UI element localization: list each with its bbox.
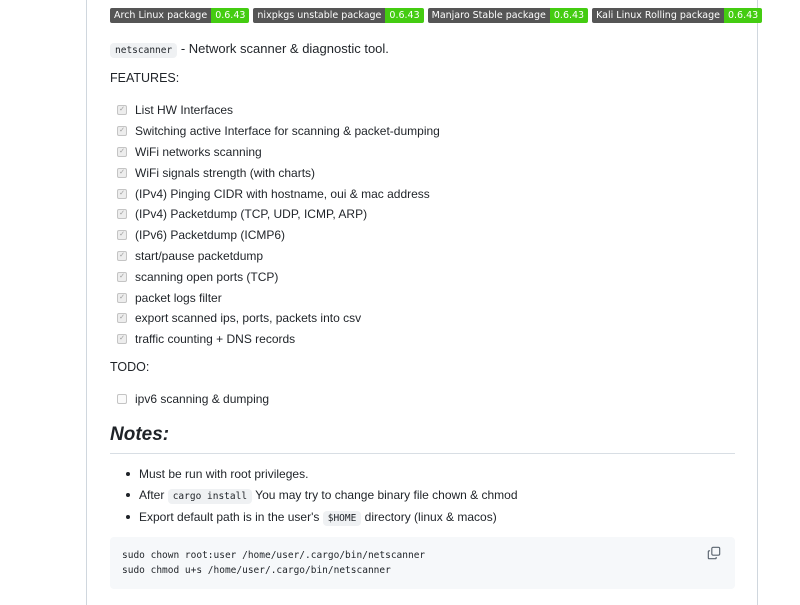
- note-text: [139, 488, 518, 502]
- intro-text: - Network scanner & diagnostic tool.: [177, 41, 389, 56]
- badge-label: Arch Linux package: [110, 8, 211, 23]
- badge-nixpkgs[interactable]: [253, 8, 423, 23]
- notes-heading: Notes:: [110, 424, 735, 454]
- task-label: scanning open ports (TCP): [135, 269, 279, 284]
- checkbox-icon: ✓: [117, 334, 127, 344]
- note-text: [139, 510, 497, 524]
- task-label: WiFi signals strength (with charts): [135, 165, 316, 180]
- checkbox-icon: ✓: [117, 189, 127, 199]
- task-label: (IPv4) Packetdump (TCP, UDP, ICMP, ARP): [135, 207, 368, 222]
- badge-version: 0.6.43: [385, 8, 423, 23]
- note-text-part: directory (linux & macos): [361, 509, 497, 524]
- intro-line: [110, 40, 389, 60]
- checkbox-icon: ✓: [117, 313, 127, 323]
- badge-kali-linux[interactable]: [592, 8, 762, 23]
- copy-icon[interactable]: [707, 546, 721, 560]
- task-label: ipv6 scanning & dumping: [135, 392, 270, 407]
- task-label: WiFi networks scanning: [135, 144, 262, 159]
- list-item: [117, 225, 440, 246]
- badge-version: 0.6.43: [211, 8, 249, 23]
- bullet-icon: [126, 493, 130, 497]
- task-label: List HW Interfaces: [135, 103, 234, 118]
- checkbox-icon: ✓: [117, 251, 127, 261]
- list-item: [117, 142, 440, 163]
- list-item: [117, 246, 440, 267]
- todo-list: [117, 389, 269, 410]
- list-item: [117, 204, 440, 225]
- notes-list: [126, 463, 518, 528]
- checkbox-icon: ✓: [117, 168, 127, 178]
- checkbox-icon: ✓: [117, 230, 127, 240]
- checkbox-icon: ✓: [117, 293, 127, 303]
- checkbox-icon: [117, 394, 127, 404]
- task-label: start/pause packetdump: [135, 248, 264, 263]
- features-heading: FEATURES:: [110, 71, 180, 85]
- code-text[interactable]: [122, 548, 425, 578]
- list-item: [117, 389, 269, 410]
- list-item: [117, 329, 440, 350]
- list-item: [117, 308, 440, 329]
- checkbox-icon: ✓: [117, 147, 127, 157]
- content-border-right: [757, 0, 758, 605]
- list-item: [117, 121, 440, 142]
- badge-label: nixpkgs unstable package: [253, 8, 385, 23]
- badge-label: Manjaro Stable package: [428, 8, 550, 23]
- badge-version: 0.6.43: [724, 8, 762, 23]
- project-name-code: netscanner: [110, 43, 177, 58]
- task-label: packet logs filter: [135, 290, 222, 305]
- checkbox-icon: ✓: [117, 126, 127, 136]
- content-border-left: [86, 0, 87, 605]
- task-label: (IPv4) Pinging CIDR with hostname, oui & mac address: [135, 186, 430, 201]
- badge-version: 0.6.43: [550, 8, 588, 23]
- list-item: [126, 485, 518, 507]
- bullet-icon: [126, 472, 130, 476]
- package-badges: [110, 8, 762, 23]
- list-item: [117, 266, 440, 287]
- note-text-part: After: [139, 488, 168, 503]
- todo-heading: TODO:: [110, 360, 150, 374]
- features-list: [117, 100, 440, 350]
- list-item: [126, 463, 518, 485]
- copy-icon-svg: [707, 546, 721, 560]
- note-text-part: You may try to change binary file chown & chmod: [252, 488, 518, 503]
- list-item: [126, 506, 518, 528]
- list-item: [117, 100, 440, 121]
- code-line: sudo chown root:user /home/user/.cargo/bin/netscanner: [122, 550, 426, 561]
- checkbox-icon: ✓: [117, 105, 127, 115]
- checkbox-icon: ✓: [117, 209, 127, 219]
- badge-label: Kali Linux Rolling package: [592, 8, 724, 23]
- code-line: sudo chmod u+s /home/user/.cargo/bin/netscanner: [122, 565, 391, 576]
- note-text-part: Export default path is in the user's: [139, 509, 323, 524]
- task-label: export scanned ips, ports, packets into csv: [135, 311, 362, 326]
- list-item: [117, 162, 440, 183]
- list-item: [117, 183, 440, 204]
- inline-code: $HOME: [323, 511, 362, 526]
- list-item: [117, 287, 440, 308]
- task-label: traffic counting + DNS records: [135, 332, 296, 347]
- note-text: Must be run with root privileges.: [139, 466, 309, 481]
- task-label: Switching active Interface for scanning & packet-dumping: [135, 124, 440, 139]
- code-block: [110, 537, 735, 589]
- inline-code: cargo install: [168, 489, 252, 504]
- badge-manjaro[interactable]: [428, 8, 588, 23]
- task-label: (IPv6) Packetdump (ICMP6): [135, 228, 286, 243]
- bullet-icon: [126, 515, 130, 519]
- badge-arch-linux[interactable]: [110, 8, 249, 23]
- checkbox-icon: ✓: [117, 272, 127, 282]
